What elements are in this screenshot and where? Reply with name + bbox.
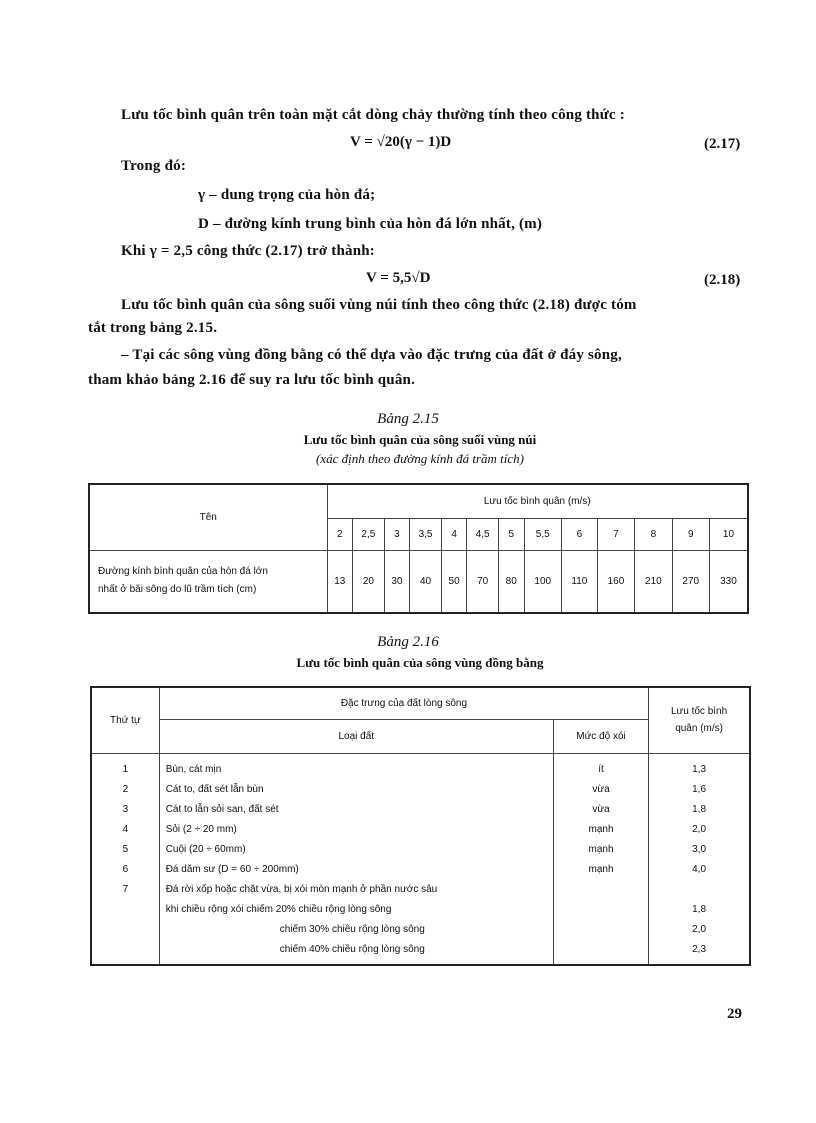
table-2-15-title: Lưu tốc bình quân của sông suối vùng núi	[303, 432, 537, 447]
soil-cell: Sỏi (2 ÷ 20 mm)	[165, 823, 237, 835]
order-column	[91, 753, 159, 965]
soil-cell: Đá dăm sư (D = 60 ÷ 200mm)	[165, 863, 299, 875]
erosion-cell: vừa	[592, 783, 610, 795]
erosion-cell	[554, 900, 648, 920]
velocity-header-cell: 3,5	[410, 518, 442, 550]
soil-cell: Đá rời xốp hoặc chặt vừa, bị xói mòn mạnh ở phần nước sâu	[165, 883, 438, 895]
velocity-header-line1: Lưu tốc bình	[670, 706, 728, 718]
diameter-cell: 13	[327, 550, 353, 613]
table-2-15	[88, 483, 749, 614]
diameter-cell: 30	[384, 550, 410, 613]
row-label-line2: nhất ở bãi sông do lũ trầm tích (cm)	[98, 584, 257, 596]
erosion-cell: mạnh	[588, 863, 614, 875]
soil-cell: Bùn, cát mịn	[165, 763, 222, 775]
erosion-cell: mạnh	[588, 823, 614, 835]
definition-d: D – đường kính trung bình của hòn đá lớn nhất, (m)	[198, 216, 543, 232]
diameter-cell: 110	[561, 550, 597, 613]
table-2-16-header-order: Thứ tự	[91, 687, 159, 753]
order-cell	[92, 920, 159, 940]
diameter-cell: 160	[597, 550, 634, 613]
order-cell: 2	[122, 783, 129, 795]
erosion-cell: ít	[598, 763, 604, 775]
soil-cell: Cát to, đất sét lẫn bùn	[165, 783, 264, 795]
velocity-cell	[649, 880, 749, 900]
paragraph-where: Trong đó:	[121, 158, 187, 174]
diameter-cell: 50	[441, 550, 467, 613]
table-2-16-header-soil-group: Đặc trưng của đất lòng sông	[159, 687, 648, 719]
table-2-15-number: Bảng 2.15	[377, 411, 439, 427]
equation-2-17-number: (2.17)	[704, 136, 741, 152]
paragraph-plain-rivers-line1: – Tại các sông vùng đồng bằng có thể dựa vào đặc trưng của đất ở đáy sông,	[121, 347, 622, 363]
order-cell: 1	[122, 763, 129, 775]
velocity-cell: 2,0	[692, 823, 707, 835]
order-cell: 3	[122, 803, 129, 815]
table-2-15-header-name: Tên	[89, 484, 327, 550]
velocity-cell: 1,8	[692, 803, 707, 815]
velocity-cell: 4,0	[692, 863, 707, 875]
soil-cell: chiếm 30% chiều rộng lòng sông	[279, 923, 425, 935]
order-cell	[92, 900, 159, 920]
order-cell: 7	[122, 883, 129, 895]
table-2-16-header-erosion: Mức độ xói	[553, 719, 648, 753]
equation-2-18-number: (2.18)	[704, 272, 741, 288]
table-2-16-header-velocity	[649, 687, 750, 753]
order-cell: 6	[122, 863, 129, 875]
velocity-cell: 1,6	[692, 783, 707, 795]
erosion-cell: vừa	[592, 803, 610, 815]
order-cell	[92, 940, 159, 960]
erosion-cell	[554, 920, 648, 940]
velocity-column	[649, 753, 750, 965]
velocity-header-cell: 4,5	[467, 518, 499, 550]
velocity-header-cell: 4	[441, 518, 467, 550]
paragraph-mountain-summary-line2: tắt trong bảng 2.15.	[88, 320, 218, 336]
erosion-cell	[554, 880, 648, 900]
row-label-line1: Đường kính bình quân của hòn đá lớn	[98, 566, 268, 578]
velocity-header-cell: 10	[709, 518, 748, 550]
diameter-cell: 40	[410, 550, 442, 613]
erosion-column	[553, 753, 648, 965]
velocity-cell: 2,3	[692, 943, 707, 955]
paragraph-mountain-summary-line1: Lưu tốc bình quân của sông suối vùng núi tính theo công thức (2.18) được tóm	[121, 297, 637, 313]
table-2-16	[90, 686, 751, 966]
diameter-cell: 270	[672, 550, 709, 613]
table-2-15-subtitle: (xác định theo đường kính đá trầm tích)	[316, 451, 524, 466]
velocity-cell: 1,3	[692, 763, 707, 775]
velocity-cell: 3,0	[692, 843, 707, 855]
table-2-16-number: Bảng 2.16	[377, 634, 439, 650]
table-2-16-title: Lưu tốc bình quân của sông vùng đồng bằng	[296, 655, 544, 670]
velocity-cell: 2,0	[692, 923, 707, 935]
soil-cell: khi chiều rộng xói chiếm 20% chiều rộng lòng sông	[165, 903, 392, 915]
erosion-cell	[554, 940, 648, 960]
soil-cell: Cát to lẫn sỏi san, đất sét	[165, 803, 279, 815]
velocity-header-cell: 9	[672, 518, 709, 550]
velocity-cell: 1,8	[692, 903, 707, 915]
paragraph-plain-rivers-line2: tham khảo bảng 2.16 để suy ra lưu tốc bình quân.	[88, 372, 416, 388]
order-cell: 4	[122, 823, 129, 835]
definition-gamma: γ – dung trọng của hòn đá;	[198, 187, 376, 203]
diameter-cell: 210	[635, 550, 672, 613]
table-2-15-row-label	[89, 550, 327, 613]
velocity-header-cell: 5	[498, 518, 524, 550]
soil-column	[159, 753, 553, 965]
velocity-header-cell: 5,5	[524, 518, 561, 550]
diameter-cell: 80	[498, 550, 524, 613]
diameter-cell: 70	[467, 550, 499, 613]
paragraph-when-gamma: Khi γ = 2,5 công thức (2.17) trở thành:	[121, 243, 376, 259]
table-2-16-header-soil-type: Loại đất	[159, 719, 553, 753]
velocity-header-cell: 2,5	[353, 518, 385, 550]
soil-cell: Cuội (20 ÷ 60mm)	[165, 843, 246, 855]
velocity-header-cell: 6	[561, 518, 597, 550]
velocity-header-cell: 7	[597, 518, 634, 550]
table-2-15-header-velocity: Lưu tốc bình quân (m/s)	[327, 484, 748, 518]
page-number: 29	[727, 1006, 742, 1022]
diameter-cell: 330	[709, 550, 748, 613]
soil-cell: chiếm 40% chiều rộng lòng sông	[279, 943, 425, 955]
order-cell: 5	[122, 843, 129, 855]
paragraph-formula-intro: Lưu tốc bình quân trên toàn mặt cắt dòng chảy thường tính theo công thức :	[121, 107, 625, 123]
velocity-header-cell: 2	[327, 518, 353, 550]
diameter-cell: 100	[524, 550, 561, 613]
velocity-header-line2: quân (m/s)	[675, 723, 723, 735]
equation-2-17: V = √20(γ − 1)D	[350, 134, 452, 150]
diameter-cell: 20	[353, 550, 385, 613]
velocity-header-cell: 3	[384, 518, 410, 550]
erosion-cell: mạnh	[588, 843, 614, 855]
velocity-header-cell: 8	[635, 518, 672, 550]
equation-2-18: V = 5,5√D	[366, 270, 431, 286]
